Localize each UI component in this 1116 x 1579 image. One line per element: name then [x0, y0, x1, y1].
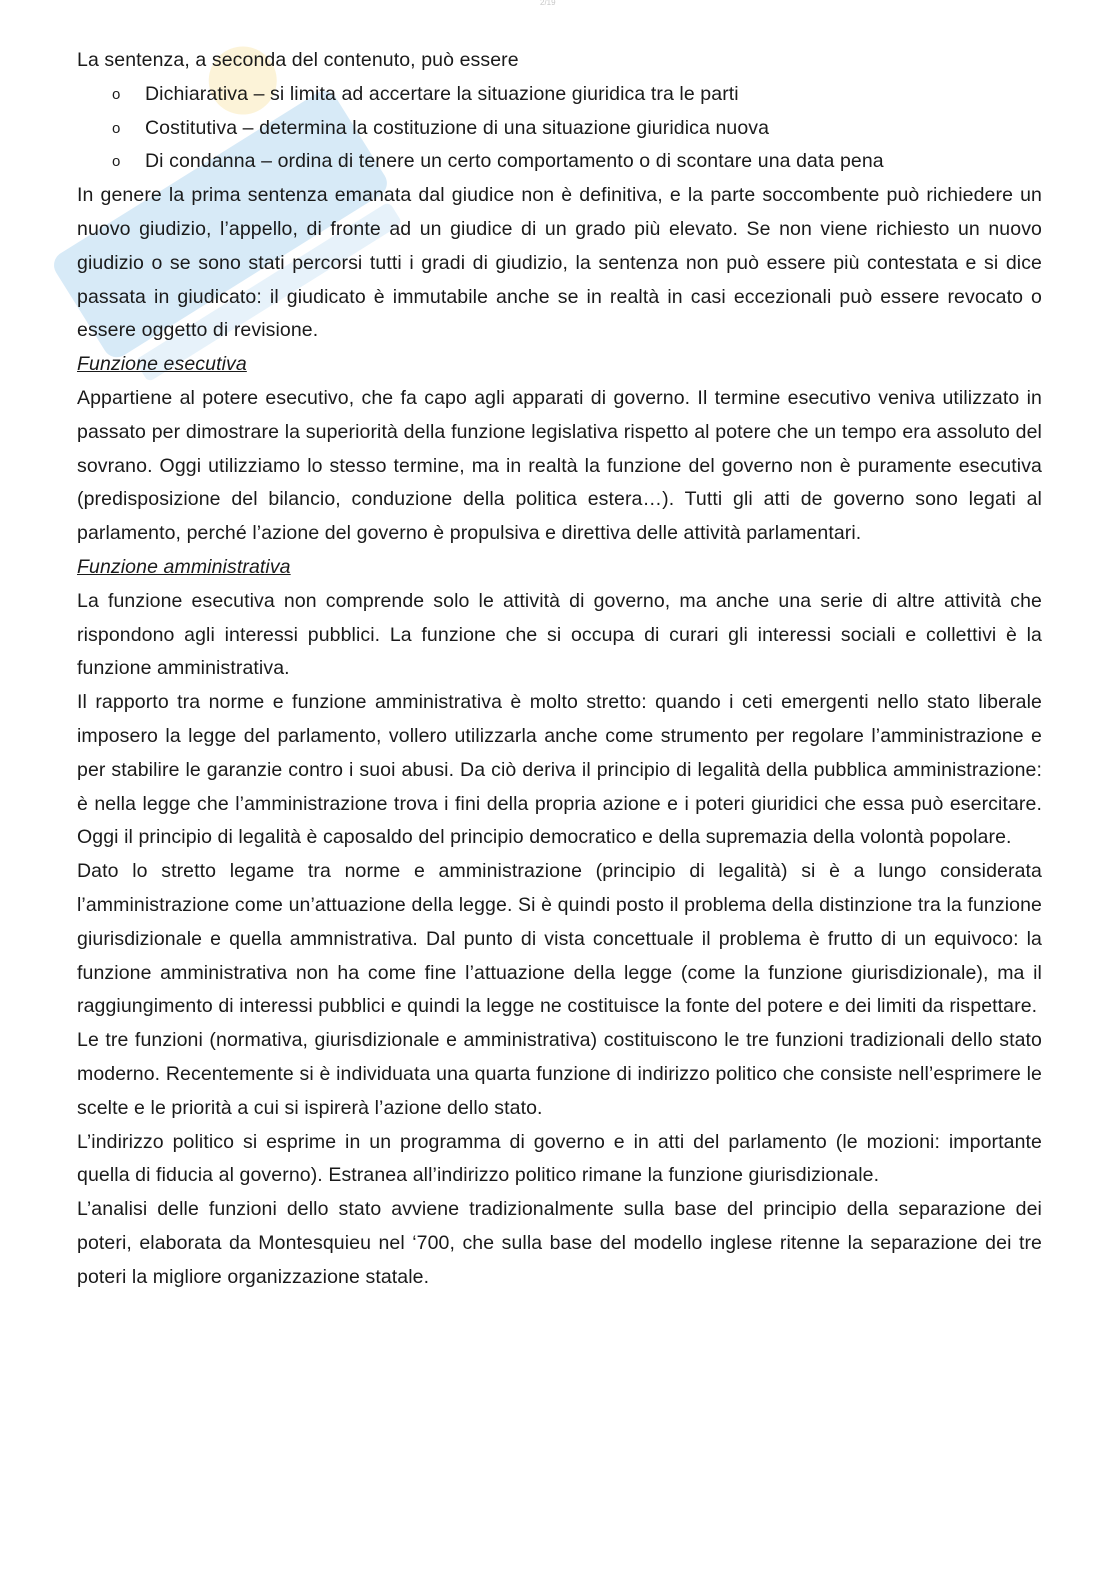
paragraph: Appartiene al potere esecutivo, che fa capo agli apparati di governo. Il termine esecutivo veniva utilizzato in passato per dimostrare la superiorità della funzione legislativa rispetto al potere che un tempo era assoluto del sovrano. Oggi utilizziamo lo stesso termine, ma in realtà la funzione del governo non è puramente esecutiva (predisposizione del bilancio, conduzione della politica estera…). Tutti gli atti de governo sono legati al parlamento, perché l’azione del governo è propulsiva e direttiva delle attività parlamentari.: [77, 386, 1042, 545]
list-item-text: Dichiarativa – si limita ad accertare la situazione giuridica tra le parti: [145, 82, 739, 105]
section-title-funzione-esecutiva: Funzione esecutiva: [77, 353, 247, 376]
paragraph: La funzione esecutiva non comprende solo le attività di governo, ma anche una serie di altre attività che rispondono agli interessi pubblici. La funzione che si occupa di curari gli interessi sociali e collettivi è la funzione amministrativa.: [77, 589, 1042, 680]
paragraph: Il rapporto tra norme e funzione amministrativa è molto stretto: quando i ceti emergenti nello stato liberale imposero la legge del parlamento, vollero utilizzarla anche come strumento per regolare l’amministrazione e per stabilire le garanzie contro i suoi abusi. Da ciò deriva il principio di legalità della pubblica amministrazione: è nella legge che l’amministrazione trova i fini della propria azione e i poteri giuridici che essa può esercitare. Oggi il principio di legalità è caposaldo del principio democratico e della supremazia della volontà popolare.: [77, 691, 1042, 849]
bullet-marker: o: [112, 119, 121, 137]
document-body: [77, 44, 1042, 1294]
list-item-text: Costitutiva – determina la costituzione di una situazione giuridica nuova: [145, 116, 770, 139]
sentence-types-list: [77, 78, 1042, 179]
page-number-mark: 2/19: [540, 0, 556, 7]
list-item: [112, 78, 1042, 112]
intro-lead: La sentenza, a seconda del contenuto, può essere: [77, 49, 519, 71]
paragraph: Le tre funzioni (normativa, giurisdizionale e amministrativa) costituiscono le tre funzioni tradizionali dello stato moderno. Recentemente si è individuata una quarta funzione di indirizzo politico che consiste nell’esprimere le scelte e le priorità a cui si ispirerà l’azione dello stato.: [77, 1029, 1042, 1119]
section-title-funzione-amministrativa: Funzione amministrativa: [77, 555, 291, 578]
list-item-text: Di condanna – ordina di tenere un certo comportamento o di scontare una data pena: [145, 150, 884, 173]
bullet-marker: o: [112, 85, 121, 103]
paragraph: L’analisi delle funzioni dello stato avviene tradizionalmente sulla base del principio della separazione dei poteri, elaborata da Montesquieu nel ‘700, che sulla base del modello inglese ritenne la separazione dei tre poteri la migliore organizzazione statale.: [77, 1198, 1042, 1288]
paragraph: L’indirizzo politico si esprime in un programma di governo e in atti del parlamento (le mozioni: importante quella di fiducia al governo). Estranea all’indirizzo politico rimane la funzione giurisdizionale.: [77, 1130, 1042, 1187]
paragraph: Dato lo stretto legame tra norme e amministrazione (principio di legalità) si è a lungo considerata l’amministrazione come un’attuazione della legge. Si è quindi posto il problema della distinzione tra la funzione giurisdizionale e quella ammnistrativa. Dal punto di vista concettuale il problema è frutto di un equivoco: la funzione amministrativa non ha come fine l’attuazione della legge (come la funzione giurisdizionale), ma il raggiungimento di interessi pubblici e quindi la legge ne costituisce la fonte del potere e dei limiti da rispettare.: [77, 860, 1042, 1018]
bullet-marker: o: [112, 153, 121, 171]
list-item: [112, 145, 1042, 179]
list-item: [112, 112, 1042, 146]
intro-paragraph: In genere la prima sentenza emanata dal giudice non è definitiva, e la parte soccombente può richiedere un nuovo giudizio, l’appello, di fronte ad un giudice di un grado più elevato. Se non viene richiesto un nuovo giudizio o se sono stati percorsi tutti i gradi di giudizio, la sentenza non può essere più contestata e si dice passata in giudicato: il giudicato è immutabile anche se in realtà in casi eccezionali può essere revocato o essere oggetto di revisione.: [77, 184, 1042, 342]
